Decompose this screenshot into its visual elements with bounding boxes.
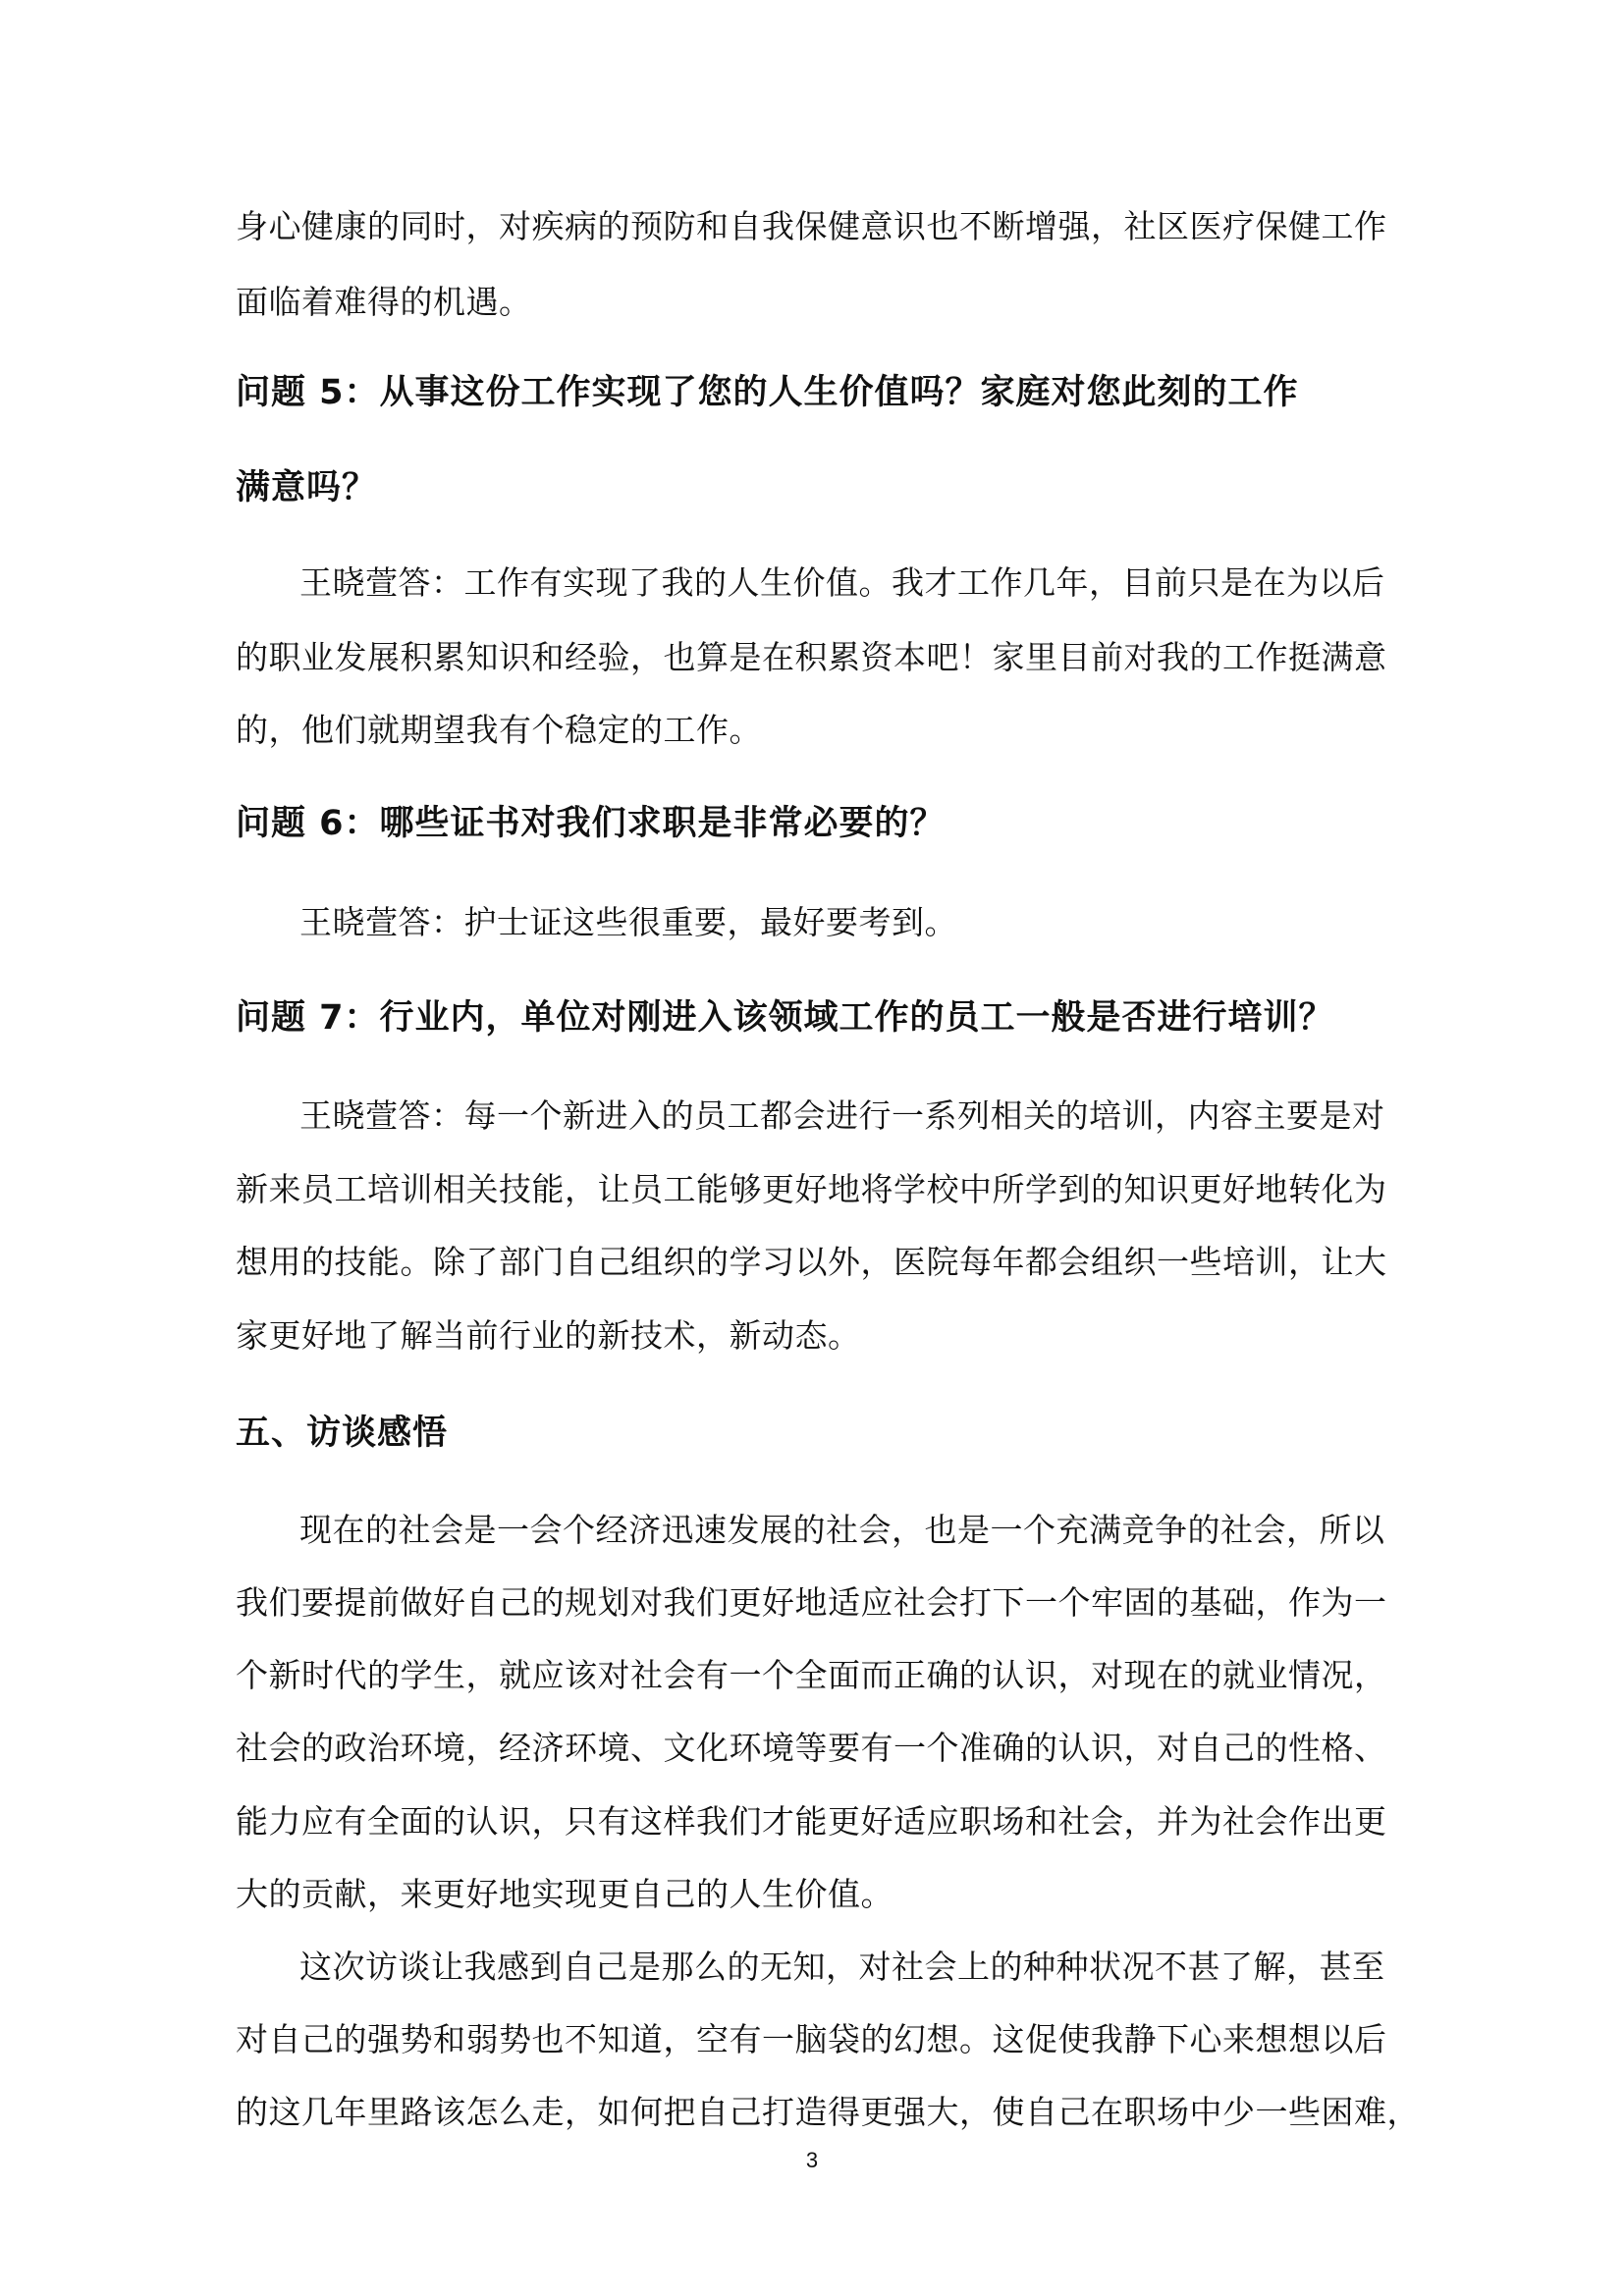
reflection-1-line-3: 个新时代的学生，就应该对社会有一个全面而正确的认识，对现在的就业情况， (236, 1656, 1387, 1694)
answer-5-line-1: 王晓萱答：工作有实现了我的人生价值。我才工作几年，目前只是在为以后 (299, 563, 1385, 602)
reflection-1-line-4: 社会的政治环境，经济环境、文化环境等要有一个准确的认识，对自己的性格、 (236, 1729, 1387, 1767)
question-6: 问题 6：哪些证书对我们求职是非常必要的？ (236, 804, 946, 843)
page-number: 3 (805, 2148, 819, 2172)
intro-line-2: 面临着难得的机遇。 (236, 283, 532, 321)
reflection-2-line-2: 对自己的强势和弱势也不知道，空有一脑袋的幻想。这促使我静下心来想想以后 (236, 2020, 1387, 2058)
reflection-2-line-3: 的这几年里路该怎么走，如何把自己打造得更强大，使自己在职场中少一些困难， (236, 2093, 1420, 2131)
reflection-1-line-2: 我们要提前做好自己的规划对我们更好地适应社会打下一个牢固的基础，作为一 (236, 1583, 1387, 1622)
answer-7-line-4: 家更好地了解当前行业的新技术，新动态。 (236, 1316, 861, 1355)
answer-7-line-3: 想用的技能。除了部门自己组织的学习以外，医院每年都会组织一些培训，让大 (236, 1243, 1387, 1281)
reflection-1-line-1: 现在的社会是一会个经济迅速发展的社会，也是一个充满竞争的社会，所以 (299, 1511, 1385, 1549)
answer-5-line-2: 的职业发展积累知识和经验，也算是在积累资本吧！家里目前对我的工作挺满意 (236, 638, 1387, 676)
reflection-2-line-1: 这次访谈让我感到自己是那么的无知，对社会上的种种状况不甚了解，甚至 (299, 1948, 1385, 1986)
question-7: 问题 7：行业内，单位对刚进入该领域工作的员工一般是否进行培训？ (236, 998, 1334, 1038)
answer-5-line-3: 的，他们就期望我有个稳定的工作。 (236, 711, 762, 749)
question-5-line-2: 满意吗？ (236, 468, 378, 507)
intro-line-1: 身心健康的同时，对疾病的预防和自我保健意识也不断增强，社区医疗保健工作 (236, 207, 1387, 245)
reflection-1-line-5: 能力应有全面的认识，只有这样我们才能更好适应职场和社会，并为社会作出更 (236, 1802, 1387, 1841)
answer-7-line-1: 王晓萱答：每一个新进入的员工都会进行一系列相关的培训，内容主要是对 (299, 1096, 1385, 1135)
reflection-1-line-6: 大的贡献，来更好地实现更自己的人生价值。 (236, 1875, 893, 1913)
answer-6: 王晓萱答：护士证这些很重要，最好要考到。 (299, 903, 957, 941)
answer-7-line-2: 新来员工培训相关技能，让员工能够更好地将学校中所学到的知识更好地转化为 (236, 1170, 1387, 1208)
question-5-line-1: 问题 5：从事这份工作实现了您的人生价值吗？家庭对您此刻的工作 (236, 373, 1299, 412)
section-5-heading: 五、访谈感悟 (236, 1414, 449, 1453)
